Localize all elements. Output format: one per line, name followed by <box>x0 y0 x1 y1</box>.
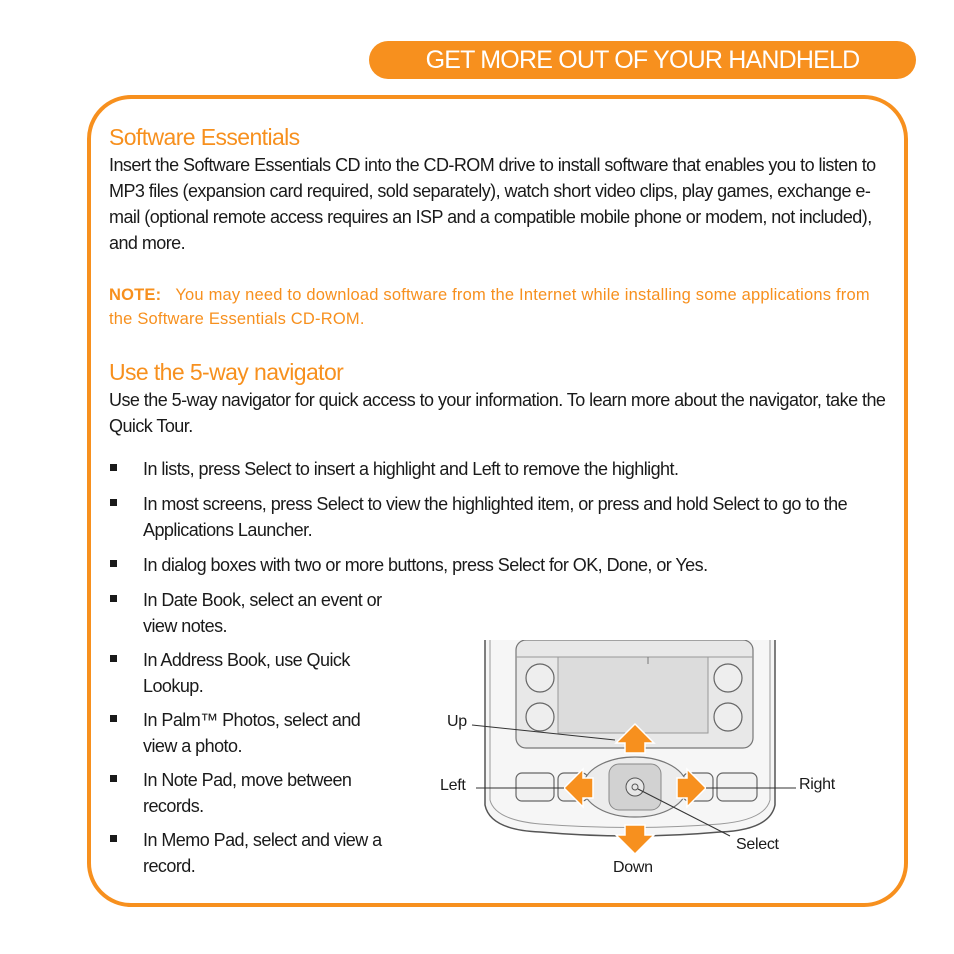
software-heading: Software Essentials <box>109 124 300 150</box>
screen-writing-area <box>558 657 708 733</box>
bullet-square-icon <box>110 715 117 722</box>
silk-button-icon <box>714 703 742 731</box>
label-right: Right <box>799 776 835 793</box>
note-label: NOTE: <box>109 286 162 304</box>
bullet-square-icon <box>110 775 117 782</box>
navigator-figure <box>430 640 850 880</box>
app-button <box>516 773 554 801</box>
label-down: Down <box>613 859 653 876</box>
list-item: In Palm™ Photos, select and view a photo. <box>109 707 889 759</box>
page-title: GET MORE OUT OF YOUR HANDHELD <box>425 46 860 74</box>
list-item: In Address Book, use Quick Lookup. <box>109 647 889 699</box>
app-button <box>717 773 757 801</box>
bullet-square-icon <box>110 499 117 506</box>
bullet-square-icon <box>110 655 117 662</box>
label-up: Up <box>447 713 467 730</box>
list-item: In Memo Pad, select and view a record. <box>109 827 889 879</box>
list-item: In most screens, press Select to view the highlighted item, or press and hold Select to go to the Applications Launcher. <box>109 491 889 543</box>
list-item: In Date Book, select an event or view notes. <box>109 587 889 639</box>
bullet-square-icon <box>110 560 117 567</box>
handheld-illustration <box>430 640 850 880</box>
list-item: In dialog boxes with two or more buttons, press Select for OK, Done, or Yes. <box>109 552 889 578</box>
navigator-intro: Use the 5-way navigator for quick access to your information. To learn more about the navigator, take the Quick Tour. <box>109 390 886 436</box>
navigator-heading: Use the 5-way navigator <box>109 359 344 385</box>
header-bar <box>369 41 916 79</box>
select-button-icon <box>626 778 644 796</box>
label-select: Select <box>736 836 779 853</box>
bullet-square-icon <box>110 595 117 602</box>
note <box>109 283 889 331</box>
note-text: You may need to download software from the Internet while installing some applications from the Software Essentials CD-ROM. <box>109 286 870 328</box>
silk-button-icon <box>526 664 554 692</box>
label-left: Left <box>440 777 466 794</box>
bullet-square-icon <box>110 835 117 842</box>
list-item: In lists, press Select to insert a highlight and Left to remove the highlight. <box>109 456 889 482</box>
bullet-square-icon <box>110 464 117 471</box>
software-body: Insert the Software Essentials CD into the CD-ROM drive to install software that enables you to listen to MP3 files (expansion card required, sold separately), watch short video clips, play games, exchange e-mail (optional remote access requires an ISP and a compatible mobile phone or modem, not included), and more. <box>109 155 876 253</box>
silk-button-icon <box>714 664 742 692</box>
silk-button-icon <box>526 703 554 731</box>
list-item: In Note Pad, move between records. <box>109 767 889 819</box>
